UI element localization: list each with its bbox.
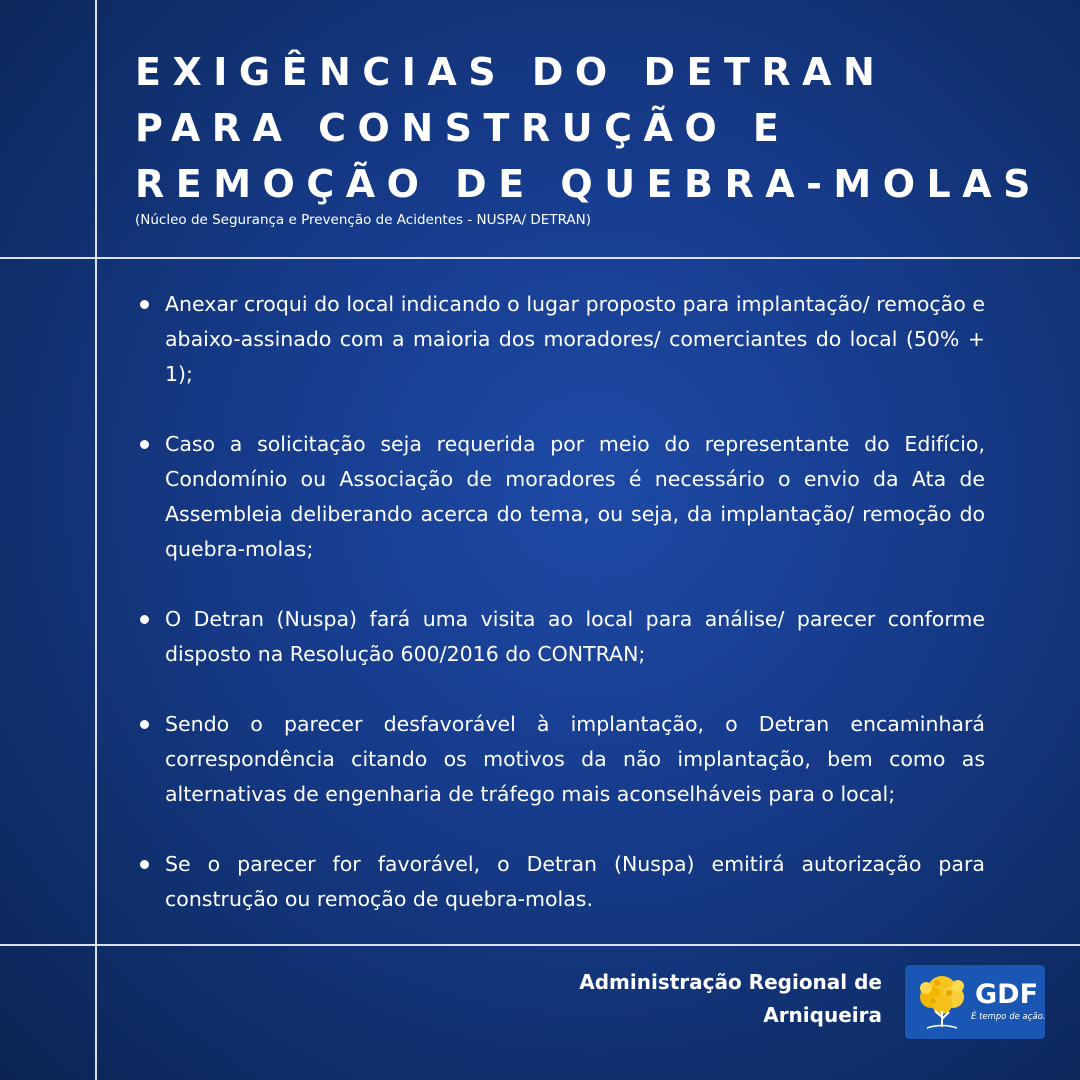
gdf-logo bbox=[905, 965, 1045, 1039]
list-item-text: O Detran (Nuspa) fará uma visita ao local para análise/ parecer conforme disposto na Resolução 600/2016 do CONTRAN; bbox=[165, 607, 985, 666]
list-item bbox=[135, 602, 985, 672]
footer-line-1: Administração Regional de bbox=[579, 970, 882, 994]
top-divider bbox=[0, 257, 1080, 259]
list-item-text: Anexar croqui do local indicando o lugar proposto para implantação/ remoção e abaixo-assinado com a maioria dos moradores/ comerciantes do local (50% + 1); bbox=[165, 292, 985, 386]
bullet-icon bbox=[140, 615, 149, 624]
subtitle: (Núcleo de Segurança e Prevenção de Acidentes - NUSPA/ DETRAN) bbox=[135, 212, 592, 228]
list-item bbox=[135, 847, 985, 917]
gdf-logo-text: GDF bbox=[975, 979, 1039, 1010]
list-item bbox=[135, 427, 985, 567]
bullet-icon bbox=[140, 440, 149, 449]
vertical-divider bbox=[95, 0, 97, 1080]
gdf-slogan: É tempo de ação. bbox=[971, 1012, 1046, 1022]
bullet-icon bbox=[140, 300, 149, 309]
title-line-1: EXIGÊNCIAS DO DETRAN bbox=[135, 50, 887, 94]
list-item-text: Sendo o parecer desfavorável à implantação, o Detran encaminhará correspondência citando os motivos da não implantação, bem como as alternativas de engenharia de tráfego mais aconselháveis para o local; bbox=[165, 712, 985, 806]
list-item bbox=[135, 287, 985, 392]
footer-organization bbox=[520, 966, 882, 1032]
list-item-text: Caso a solicitação seja requerida por meio do representante do Edifício, Condomínio ou Associação de moradores é necessário o envio da Ata de Assembleia deliberando acerca do tema, ou seja, da implantação/ remoção do quebra-molas; bbox=[165, 432, 985, 561]
title-block bbox=[135, 44, 1043, 228]
list-item-text: Se o parecer for favorável, o Detran (Nuspa) emitirá autorização para construção ou remoção de quebra-molas. bbox=[165, 852, 985, 911]
footer-line-2: Arniqueira bbox=[763, 1003, 882, 1027]
bullet-icon bbox=[140, 860, 149, 869]
bullet-icon bbox=[140, 720, 149, 729]
list-item bbox=[135, 707, 985, 812]
requirements-list bbox=[135, 287, 985, 952]
title-line-2: PARA CONSTRUÇÃO E bbox=[135, 106, 791, 150]
ipe-tree-icon bbox=[913, 971, 971, 1033]
title-line-3: REMOÇÃO DE QUEBRA-MOLAS bbox=[135, 162, 1043, 206]
